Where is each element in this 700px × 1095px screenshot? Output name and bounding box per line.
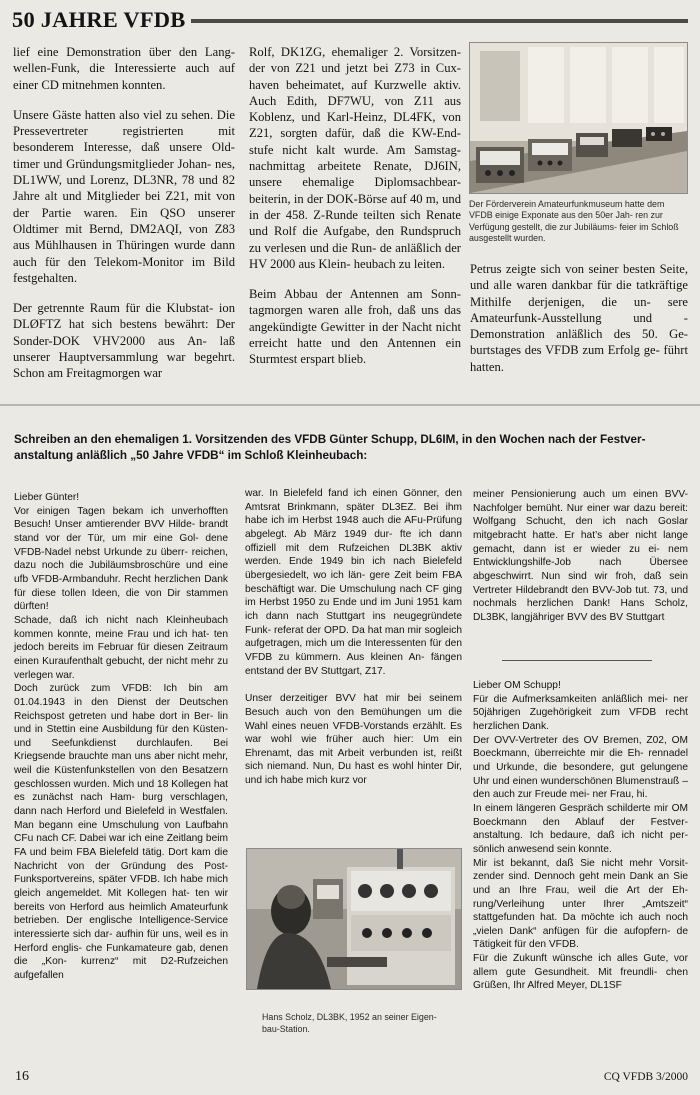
letter-paragraph: Unser derzeitiger BVV hat mir bei seinem Besuch auch von den Bemühungen um die Wahl eines neuen VFDB-Vorstands erzählt. Es war wohl wie früher auch hier: Um ein Ehrenamt, das mit Arbeit verbunden ist, reißt sich niemand. Nun, Du hast es wohl hinter Dir, und ich habe mich kurz vor — [245, 693, 462, 787]
exhibit-photo — [469, 42, 688, 194]
article-paragraph: lief eine Demonstration über den Lang- wellen-Funk, die Interessierte auch auf einer CD mitnehmen konnten. — [13, 45, 235, 92]
article-paragraph: Der getrennte Raum für die Klubstat- ion DLØFTZ hat sich bestens bewährt: Der Sonder-DOK VHV2000 aus An- laß unserer Hauptversammlung war begehrt. Schon am Freitagmorgen war — [13, 301, 235, 381]
letter-paragraph: Lieber Günter! Vor einigen Tagen bekam ich unverhofften Besuch! Unser amtierender BVV Hilde- brandt stand vor der Tür, um mir eine Gol- dene VFDB-Nadel nebst Urkunde zu überr- reichen, dazu noch die Jubiläumsbroschüre und eine ufb VFDB-Armbanduhr. Recht herzlichen Dank für diese tollen Ideen, die von Dir stammen dürften! Schade, daß ich nicht nach Kleinheubach kommen konnte, meine Frau und ich hat- ten jedoch bereits im Februar für diesen Zeitraum einen Kuraufenthalt gebucht, der nicht mehr zu verlegen war. Doch zurück zum VFDB: Ich bin am 01.04.1943 in den Dienst der Deutschen Reichspost getreten und habe dort in Ber- lin und in Stettin eine Ausbildung für den Küsten- und Seefunkdienst durchlaufen. Bei Kriegsende brauchte man uns aber nicht mehr, weil die Küstenfunkstellen von den Besatzern geschlossen wurden. Mich und 18 Kollegen hat es zunächst nach Ham- burg verschlagen, dann nach Herford und Bielefeld in Westfalen. Man begann eine Umschulung von Laufbahn CFu nach CF. Dabei war ich eine Zeitlang beim FA und beim FBA Bielefeld tätig. Dort kam die Nachricht von der Gründung des Post- Funksportvereins, später VFDB. Ich habe mich gleich angemeldet. Mit Kollegen hat- ten wir bereits von Herford aus heimlich Amateurfunk betrieben. Der englische Intelligence-Service interessierte sich dar- aufhin für uns, weil es in Herford englis- che Funkamateure gab, denen die „Kon- kurrenz“ mit D2-Rufzeichen aufgefallen — [14, 492, 228, 981]
article-column-2 — [249, 44, 461, 382]
exhibit-photo-caption: Der Förderverein Amateurfunkmuseum hatte dem VFDB einige Exponate aus den 50er Jah- ren zur Verfügung gestellt, die zur Jubiläums- feier im Schloß ausgestellt wurden. — [469, 199, 679, 243]
section-divider — [0, 404, 700, 406]
radio-station-caption: Hans Scholz, DL3BK, 1952 an seiner Eigen- bau-Station. — [262, 1012, 437, 1034]
radio-station-photo — [246, 848, 462, 990]
letter-2-column — [473, 679, 688, 1007]
page-title: 50 JAHRE VFDB — [12, 6, 191, 34]
letters-heading: Schreiben an den ehemaligen 1. Vorsitzenden des VFDB Günter Schupp, DL6IM, in den Wochen nach der Festver- anstaltung anläßlich „50 Jahre VFDB“ im Schloß Kleinheubach: — [14, 433, 646, 462]
letter-paragraph: meiner Pensionierung auch um einen BVV- Nachfolger bemüht. Nur einer war dazu bereit: Wolfgang Schucht, den ich nach Goslar mitgebracht hatte. Er hat’s aber nicht lange gemacht, dann ist er wieder zu ei- nem Entwicklungshilfe-Job nach Übersee abgeschwirrt. Nun sind wir froh, daß sein Vertreter Hildebrandt den BVV-Job tut. 73, und nochmals herzlichen Dank! Hans Scholz, DL3BK, langjähriger BVV des BV Stuttgart — [473, 489, 688, 623]
article-paragraph: Rolf, DK1ZG, ehemaliger 2. Vorsitzen- der von Z21 und jetzt bei Z73 in Cux- haven beheimatet, auf Kurzwelle aktiv. Auch Edith, DF7WU, von Z11 aus Koblenz, und Karl-Heinz, DL4FK, von Z21, sorgten dafür, daß die KW-End- stufe nicht kalt wurde. Am Samstag- nachmittag arbeitete Renate, DJ6IN, unsere ehemalige Diplomsachbear- beiterin, in der DOK-Börse auf 40 m, und in der 458. Z-Runde teilten sich Renate und Rolf die Aufgabe, den Rundspruch zu verlesen und die Run- de anläßlich der HV 2000 aus Klein- heubach zu leiten. — [249, 45, 461, 271]
letter-paragraph: Lieber OM Schupp! Für die Aufmerksamkeiten anläßlich mei- ner 50jährigen Zugehörigkeit zum VFDB recht herzlichen Dank. Der OVV-Vertreter des OV Bremen, Z02, OM Boeckmann, überreichte mir die Eh- rennadel und Urkunde, die besondere, gut gelungene Uhr und einen wunderschönen Blumenstrauß – den auch zur Freude mei- ner Frau, hi. In einem längeren Gespräch schilderte mir OM Boeckmann den Ablauf der Festver- anstaltung. Ich bedaure, daß ich nicht per- sönlich anwesend sein konnte. Mir ist bekannt, daß Sie nicht mehr Vorsit- zender sind. Dennoch geht mein Dank an Sie und an Ihre Frau, weil die Art der Eh- rung/Verleihung unter Ihrer „Amtszeit“ stattgefunden hat. Da möchte ich auch noch „vielen Dank“ anfügen für die aufopfern- de Tätigkeit für den VFDB. Für die Zukunft wünsche ich alles Gute, vor allem gute Gesundheit. Mit freundli- chen Grüßen, Ihr Alfred Meyer, DL1SF — [473, 680, 688, 992]
letter-separator — [502, 660, 652, 661]
article-paragraph: Petrus zeigte sich von seiner besten Seite, und alle waren dankbar für die tatkräftige Mithilfe derjenigen, die un- sere Amateurfunk-Ausstellung und -Demonstration anläßlich des 50. Ge- burtstages des VFDB zum Erfolg ge- führt hatten. — [470, 262, 688, 374]
exhibit-photo-illustration — [470, 43, 687, 193]
radio-station-illustration — [247, 849, 461, 989]
page-number: 16 — [15, 1069, 29, 1084]
letter-column-1 — [14, 491, 228, 997]
journal-issue: CQ VFDB 3/2000 — [603, 1071, 688, 1083]
letter-paragraph: war. In Bielefeld fand ich einen Gönner, den Amtsrat Brinkmann, später DL3EZ. Bei ihm habe ich im Herbst 1948 auch die AFu-Prüfung abgelegt. Ab März 1949 dur- fte ich dann offiziell mit dem Rufzeichen DL3BK aktiv werden. Ende 1949 bin ich nach Bielefeld übergesiedelt, wo ich län- gere Zeit beim FBA beschäftigt war. Die Umschulung nach CF ging im Herbst 1950 zu Ende und im Juni 1951 kam ich dann nach Stuttgart ins neugegründete Funk- referat der OPD. Da hat man mir sogleich aufgetragen, mich um die Interessenten für den VFDB zu kümmern. Aus kleinen An- fängen entstand der BV Stuttgart, Z17. — [245, 488, 462, 677]
page-header — [12, 6, 688, 34]
article-paragraph: Beim Abbau der Antennen am Sonn- tagmorgen waren alle froh, daß uns das angekündigte Gewitter in der Nacht nicht erreicht hatte und den Antennen ein Sturmtest erspart blieb. — [249, 287, 461, 367]
article-column-3 — [470, 261, 688, 389]
letter-column-2 — [245, 487, 462, 802]
article-paragraph: Unsere Gäste hatten also viel zu sehen. Die Pressevertreter registrierten mit besonderem Interesse, daß unsere Old- timer und Gründungsmitglieder Johan- nes, DL1WW, und Lorenz, DL3NR, 78 und 82 Jahre alt und Mitglieder bei Z21, mit von der Partie waren. Ein QSO unserer Oldtimer mit Bernd, DM2AQI, von Z83 aus Mühlhausen in Thüringen wurde dann auch für den Telekom-Monitor im Bild festgehalten. — [13, 107, 235, 285]
article-column-1 — [13, 44, 235, 396]
letter-column-3 — [473, 488, 688, 639]
